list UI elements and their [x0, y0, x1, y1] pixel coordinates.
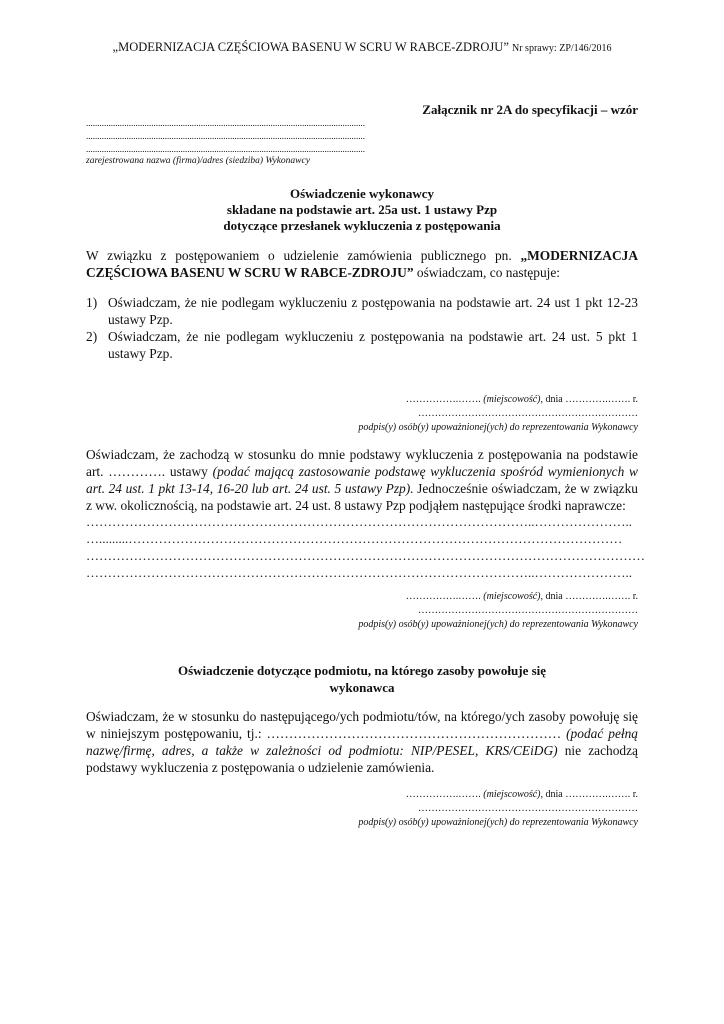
subject-section-title	[0, 662, 724, 696]
header-title: „MODERNIZACJA CZĘŚCIOWA BASENU W SCRU W RABCE-ZDROJU”	[112, 40, 509, 54]
list-text: Oświadczam, że nie podlegam wykluczeniu z postępowania na podstawie art. 24 ust 1 pkt 12-23 ustawy Pzp.	[108, 295, 638, 327]
date-label: dnia	[543, 394, 566, 405]
exclusion-text: Jednocześnie oświadczam, że w związku z ww. okolicznością, na podstawie art. 24 ust. 8 ustawy Pzp podjąłem następujące środki naprawcze:	[86, 481, 638, 513]
signature-caption: podpis(y) osób(y) upoważnionej(ych) do reprezentowania Wykonawcy	[358, 817, 638, 828]
signature-caption: podpis(y) osób(y) upoważnionej(ych) do reprezentowania Wykonawcy	[358, 619, 638, 630]
contractor-dots-line: ............................................................................................................................	[86, 131, 365, 141]
signature-block	[358, 590, 638, 632]
list-item	[86, 294, 638, 328]
declarations-list	[86, 294, 638, 362]
contractor-dots-line: ............................................................................................................................	[86, 118, 365, 128]
intro-prefix: W związku z postępowaniem o udzielenie zamówienia publicznego pn.	[86, 248, 521, 263]
place-label: (miejscowość),	[483, 394, 543, 405]
title-line: składane na podstawie art. 25a ust. 1 ustawy Pzp	[226, 202, 498, 217]
section-title-line: wykonawca	[329, 680, 395, 695]
place-dots: …………….…….	[405, 591, 481, 602]
attachment-label: Załącznik nr 2A do specyfikacji – wzór	[422, 102, 638, 117]
place-dots: …………….…….	[405, 789, 481, 800]
list-text: Oświadczam, że nie podlegam wykluczeniu z postępowania na podstawie art. 24 ust. 5 pkt 1 ustawy Pzp.	[108, 329, 638, 361]
list-number: 1)	[86, 295, 98, 310]
date-dots: ………….……. r.	[565, 591, 638, 602]
date-dots: ………….……. r.	[565, 789, 638, 800]
date-label: dnia	[543, 591, 566, 602]
remedy-dotline: ….........……………………………………………………………………………………………………	[86, 531, 623, 546]
exclusion-italic: (podać mającą zastosowanie podstawę wykluczenia spośród wymienionych w art. 24 ust. 1 pkt 13-14, 16-20 lub art. 24 ust. 5 ustawy Pzp).	[86, 464, 638, 496]
signature-dots: …………………………………………………………	[418, 408, 638, 419]
remedy-dotline: …………………………………………………………………………………………………………………	[86, 548, 645, 563]
intro-paragraph	[86, 247, 638, 281]
place-dots: …………….…….	[405, 394, 481, 405]
project-name: „MODERNIZACJA CZĘŚCIOWA BASENU W SCRU W RABCE-ZDROJU”	[86, 248, 638, 280]
remedy-dotline: …………………………………………………………………………………………..…………………..	[86, 565, 632, 580]
signature-block	[358, 788, 638, 830]
place-label: (miejscowość),	[483, 591, 543, 602]
list-item	[86, 328, 638, 362]
signature-dots: …………………………………………………………	[418, 803, 638, 814]
signature-block	[358, 393, 638, 435]
document-header	[0, 40, 724, 55]
subject-text: nie zachodzą podstawy wykluczenia z postępowania o udzielenie zamówienia.	[86, 743, 638, 775]
remedy-dotline: …………………………………………………………………………………………..…………………..	[86, 514, 632, 529]
subject-text: Oświadczam, że w stosunku do następującego/ych podmiotu/tów, na którego/ych zasoby powołuję się w niniejszym postępowaniu, tj.: …………………………………………………………	[86, 709, 638, 741]
list-number: 2)	[86, 329, 98, 344]
exclusion-paragraph	[86, 446, 638, 514]
signature-dots: …………………………………………………………	[418, 605, 638, 616]
intro-suffix: oświadczam, co następuje:	[413, 265, 561, 280]
title-line: Oświadczenie wykonawcy	[289, 186, 435, 201]
signature-caption: podpis(y) osób(y) upoważnionej(ych) do reprezentowania Wykonawcy	[358, 422, 638, 433]
date-dots: ………….……. r.	[565, 394, 638, 405]
subject-italic: (podać pełną nazwę/firmę, adres, a także w zależności od podmiotu: NIP/PESEL, KRS/CEiDG)	[86, 726, 638, 758]
contractor-dots-line: ............................................................................................................................	[86, 144, 365, 154]
case-number: Nr sprawy: ZP/146/2016	[512, 43, 612, 54]
exclusion-text: Oświadczam, że zachodzą w stosunku do mnie podstawy wykluczenia z postępowania na podstawie art. …………. ustawy	[86, 447, 638, 479]
subject-paragraph	[86, 708, 638, 776]
place-label: (miejscowość),	[483, 789, 543, 800]
contractor-caption: zarejestrowana nazwa (firma)/adres (siedziba) Wykonawcy	[86, 156, 310, 166]
section-title-line: Oświadczenie dotyczące podmiotu, na którego zasoby powołuje się	[177, 663, 547, 678]
date-label: dnia	[543, 789, 566, 800]
title-line: dotyczące przesłanek wykluczenia z postępowania	[223, 218, 501, 233]
document-title	[0, 186, 724, 234]
